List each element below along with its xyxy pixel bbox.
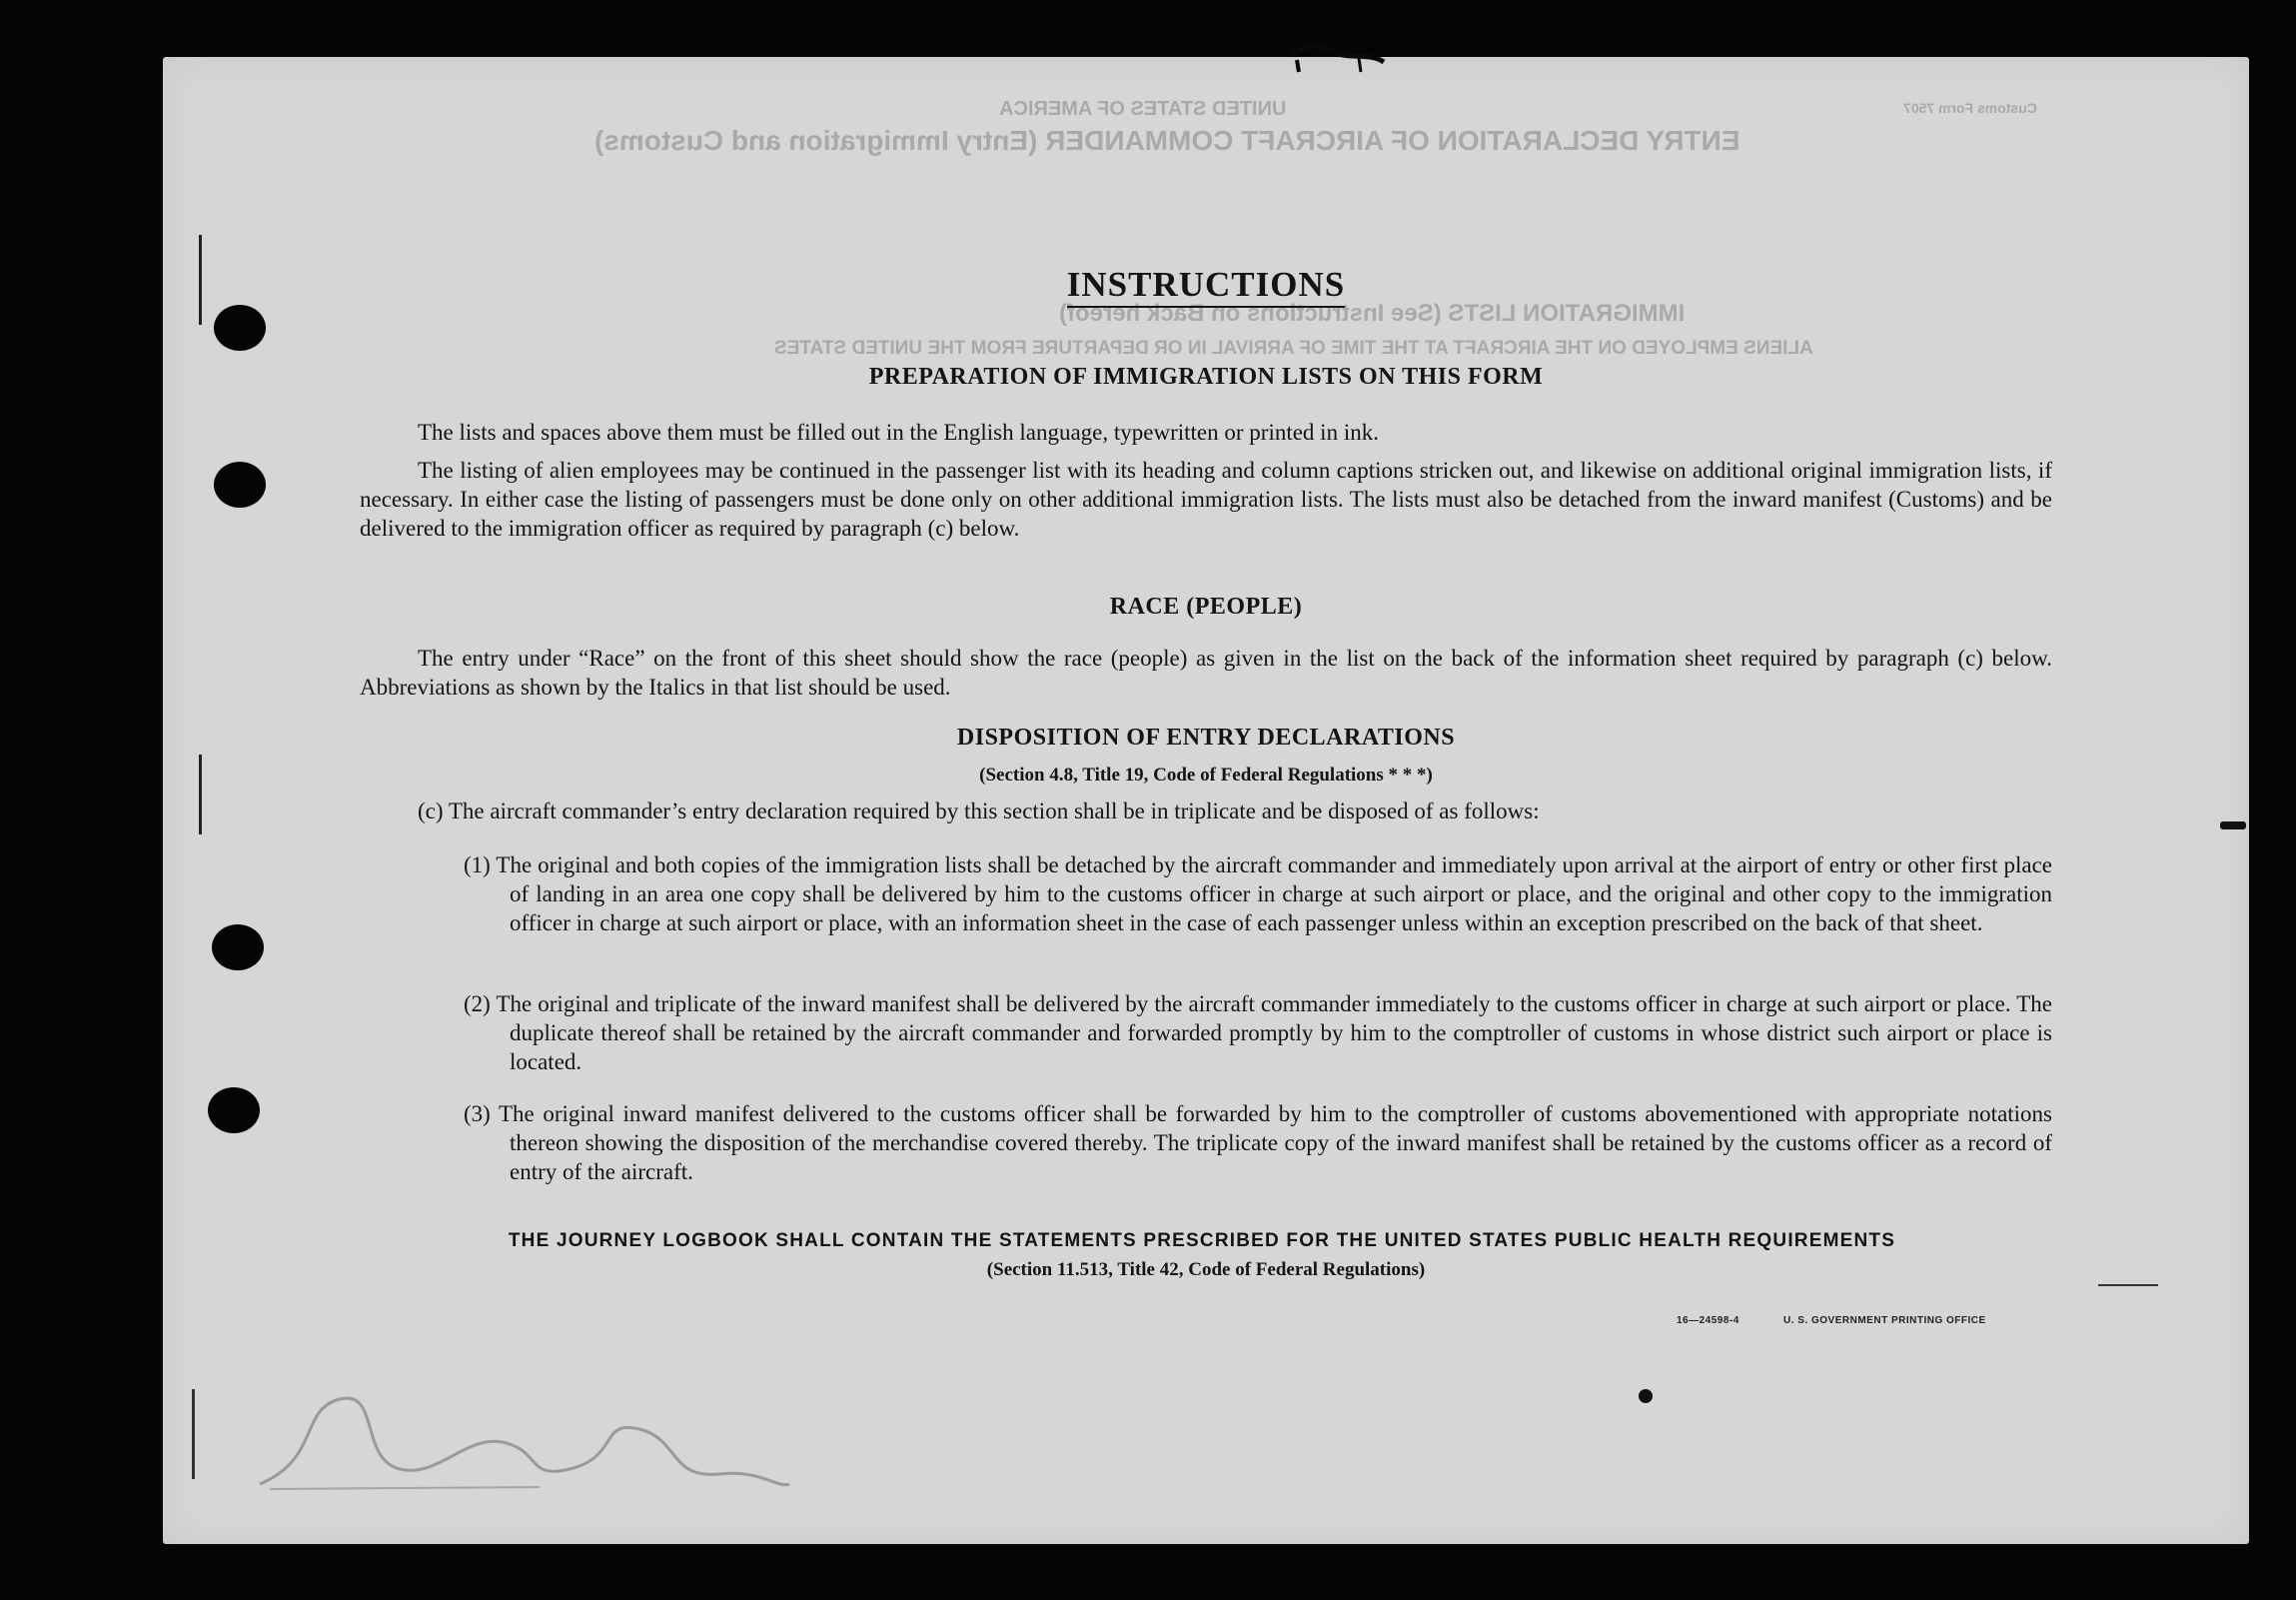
margin-mark xyxy=(199,755,202,834)
printer-imprint: U. S. GOVERNMENT PRINTING OFFICE xyxy=(1783,1315,1986,1326)
bleed-through-header4: ALIENS EMPLOYED ON THE AIRCRAFT AT THE TIME OF ARRIVAL IN OR DEPARTURE FROM THE UNITED STATES xyxy=(774,338,1813,359)
disposition-intro: (c) The aircraft commander’s entry declaration required by this section shall be in triplicate and be disposed of as follows: xyxy=(418,799,1540,823)
page-title: INSTRUCTIONS xyxy=(360,265,2052,305)
immigration-paragraph-2: The listing of alien employees may be continued in the passenger list with its heading and column captions stricken out, and likewise on additional original immigration lists, if necessary. In either case the listing of passengers must be done only on other additional immigration lists. The lists must also be detached from the inward manifest (Customs) and be delivered to the immigration officer as required by paragraph (c) below. xyxy=(360,458,2052,541)
bleed-through-header3: IMMIGRATION LISTS (See Instructions on Back hereof) xyxy=(1059,300,1686,327)
immigration-heading: PREPARATION OF IMMIGRATION LISTS ON THIS FORM xyxy=(868,364,1544,390)
disposition-item-1 xyxy=(464,850,2052,937)
disposition-heading: DISPOSITION OF ENTRY DECLARATIONS xyxy=(956,725,1456,751)
punch-hole xyxy=(212,924,264,970)
margin-mark xyxy=(192,1389,195,1479)
punch-hole xyxy=(208,1087,260,1133)
item-number: (2) xyxy=(464,991,491,1016)
public-health-statement: THE JOURNEY LOGBOOK SHALL CONTAIN THE STATEMENTS PRESCRIBED FOR THE UNITED STATES PUBLIC HEALTH REQUIREMENTS xyxy=(508,1230,1896,1251)
race-paragraph: The entry under “Race” on the front of this sheet should show the race (people) as given in the list on the back of the information sheet required by paragraph (c) below. Abbreviations as shown by the Italics in that list should be used. xyxy=(360,646,2052,700)
disposition-item-3 xyxy=(464,1099,2052,1186)
bleed-through-form-no: Customs Form 7507 xyxy=(1903,100,2037,116)
bleed-through-header1: UNITED STATES OF AMERICA xyxy=(999,98,1287,120)
item-text: The original and both copies of the immigration lists shall be detached by the aircraft commander and immediately upon arrival at the airport of entry or other first place of landing in an area one copy shall be delivered by him to the customs officer in charge at such airport or place, and the original and other copy to the immigration officer in charge at such airport or place, with an information sheet in the case of each passenger unless within an exception prescribed on the back of that sheet. xyxy=(496,852,2053,935)
public-health-citation: (Section 11.513, Title 42, Code of Federal Regulations) xyxy=(986,1259,1426,1280)
item-number: (3) xyxy=(464,1101,491,1126)
dash-mark xyxy=(2098,1284,2158,1286)
race-heading: RACE (PEOPLE) xyxy=(1109,594,1303,620)
margin-mark xyxy=(199,235,202,325)
disposition-item-2 xyxy=(464,989,2052,1076)
immigration-paragraph-1: The lists and spaces above them must be filled out in the English language, typewritten or printed in ink. xyxy=(418,420,1379,445)
signature-bleed xyxy=(240,1389,799,1499)
disposition-subheading: (Section 4.8, Title 19, Code of Federal Regulations * * *) xyxy=(979,765,1433,786)
ink-dot xyxy=(1639,1389,1653,1403)
item-number: (1) xyxy=(464,852,491,877)
bleed-through-header2: ENTRY DECLARATION OF AIRCRAFT COMMANDER (Entry Immigration and Customs) xyxy=(594,125,1740,156)
staple-mark xyxy=(1289,38,1389,78)
punch-hole xyxy=(214,462,266,508)
item-text: The original inward manifest delivered to the customs officer shall be forwarded by him to the comptroller of customs abovementioned with appropriate notations thereon showing the disposition of the merchandise covered thereby. The triplicate copy of the inward manifest shall be retained by the customs officer as a record of entry of the aircraft. xyxy=(499,1101,2053,1184)
edge-mark xyxy=(2220,821,2246,829)
item-text: The original and triplicate of the inward manifest shall be delivered by the aircraft commander immediately to the customs officer in charge at such airport or place. The duplicate thereof shall be retained by the aircraft commander and forwarded promptly by him to the comptroller of customs in whose district such airport or place is located. xyxy=(496,991,2052,1074)
print-code: 16—24598-4 xyxy=(1677,1315,1739,1326)
punch-hole xyxy=(214,305,266,351)
